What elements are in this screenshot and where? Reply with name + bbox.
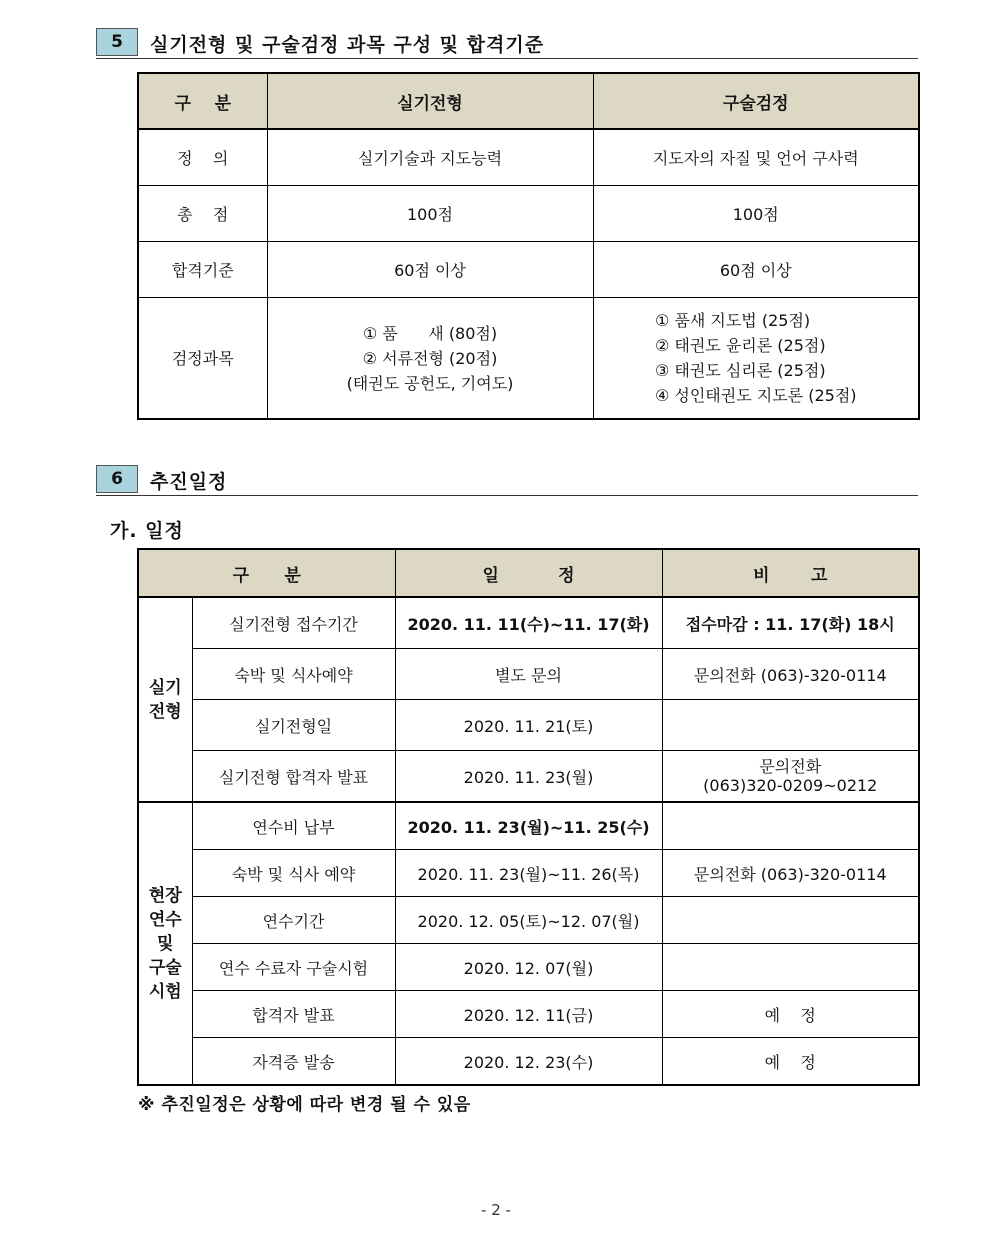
table-row [138, 597, 919, 649]
date-cell: 2020. 11. 23(월) [395, 751, 662, 803]
date-cell: 2020. 12. 05(토)~12. 07(월) [395, 897, 662, 944]
subject-line: ④ 성인태권도 지도론 (25점) [654, 386, 857, 405]
header-category: 구 분 [138, 73, 267, 129]
oral-subjects-cell [593, 298, 919, 420]
group-label-training [138, 802, 192, 1085]
section-5-header [96, 28, 918, 59]
table-row [138, 850, 919, 897]
header-category: 구 분 [138, 549, 395, 597]
group-label-practical [138, 597, 192, 802]
table-row [138, 991, 919, 1038]
schedule-table [137, 548, 920, 1086]
date-cell: 2020. 11. 23(월)~11. 25(수) [395, 802, 662, 850]
practical-cell: 100점 [267, 186, 593, 242]
practical-cell: 60점 이상 [267, 242, 593, 298]
group-label-line: 시험 [148, 981, 182, 1002]
table-row [138, 129, 919, 186]
subject-line: ① 품 새 (80점) [362, 323, 498, 343]
note-cell: 예 정 [764, 1052, 816, 1072]
subject-line: ③ 태권도 심리론 (25점) [654, 361, 826, 380]
date-cell: 2020. 12. 07(월) [395, 944, 662, 991]
group-label-line: 및 [157, 933, 174, 954]
note-cell: 접수마감 : 11. 17(화) 18시 [662, 597, 919, 649]
table-header-row [138, 73, 919, 129]
table-row [138, 649, 919, 700]
note-cell: 문의전화 (063)-320-0114 [662, 649, 919, 700]
date-cell: 2020. 11. 23(월)~11. 26(목) [395, 850, 662, 897]
table-row [138, 897, 919, 944]
table-row [138, 186, 919, 242]
row-label: 정 의 [138, 129, 267, 186]
item-cell: 숙박 및 식사 예약 [192, 850, 395, 897]
section-number: 6 [96, 465, 138, 493]
table-row [138, 944, 919, 991]
group-label-line: 현장 [148, 885, 182, 906]
item-cell: 연수기간 [192, 897, 395, 944]
item-cell: 실기전형 합격자 발표 [192, 751, 395, 803]
row-label: 검정과목 [138, 298, 267, 420]
item-cell: 실기전형 접수기간 [192, 597, 395, 649]
subject-line: ② 서류전형 (20점) [362, 348, 498, 368]
table-row [138, 242, 919, 298]
practical-subjects-cell [267, 298, 593, 420]
header-date: 일 정 [395, 549, 662, 597]
table-header-row [138, 549, 919, 597]
note-cell [662, 802, 919, 850]
subject-line: ② 태권도 윤리론 (25점) [654, 336, 826, 355]
row-label: 총 점 [138, 186, 267, 242]
group-label-line: 실기 [148, 677, 182, 698]
header-practical: 실기전형 [267, 73, 593, 129]
header-oral: 구술검정 [593, 73, 919, 129]
item-cell: 숙박 및 식사예약 [192, 649, 395, 700]
schedule-footnote: ※ 추진일정은 상황에 따라 변경 될 수 있음 [138, 1095, 471, 1115]
note-cell [662, 897, 919, 944]
subject-line: (태권도 공헌도, 기여도) [346, 373, 514, 393]
note-line: (063)320-0209~0212 [703, 776, 878, 795]
note-cell [662, 944, 919, 991]
section-number: 5 [96, 28, 138, 56]
group-label-line: 연수 [148, 909, 182, 930]
note-line: 문의전화 [759, 757, 822, 776]
subject-line: ① 품새 지도법 (25점) [654, 311, 811, 330]
table-row [138, 1038, 919, 1086]
note-cell [662, 700, 919, 751]
oral-cell: 지도자의 자질 및 언어 구사력 [593, 129, 919, 186]
oral-cell: 100점 [593, 186, 919, 242]
section-6-header [96, 465, 918, 496]
date-cell: 2020. 12. 11(금) [395, 991, 662, 1038]
date-cell: 2020. 12. 23(수) [395, 1038, 662, 1086]
item-cell: 연수 수료자 구술시험 [192, 944, 395, 991]
date-cell: 별도 문의 [395, 649, 662, 700]
section-title: 실기전형 및 구술검정 과목 구성 및 합격기준 [150, 34, 545, 56]
group-label-line: 구술 [148, 957, 182, 978]
item-cell: 자격증 발송 [192, 1038, 395, 1086]
table-row [138, 802, 919, 850]
note-cell: 문의전화 (063)-320-0114 [662, 850, 919, 897]
subsection-title: 가. 일정 [110, 520, 184, 542]
group-label-line: 전형 [148, 701, 182, 722]
date-cell: 2020. 11. 11(수)~11. 17(화) [395, 597, 662, 649]
row-label: 합격기준 [138, 242, 267, 298]
item-cell: 실기전형일 [192, 700, 395, 751]
header-note: 비 고 [662, 549, 919, 597]
date-cell: 2020. 11. 21(토) [395, 700, 662, 751]
criteria-table [137, 72, 920, 420]
section-title: 추진일정 [150, 471, 228, 493]
page-number: - 2 - [481, 1201, 511, 1219]
item-cell: 합격자 발표 [192, 991, 395, 1038]
note-cell [662, 751, 919, 803]
oral-cell: 60점 이상 [593, 242, 919, 298]
table-row [138, 700, 919, 751]
practical-cell: 실기기술과 지도능력 [267, 129, 593, 186]
table-row [138, 751, 919, 803]
note-cell: 예 정 [662, 991, 919, 1038]
table-row [138, 298, 919, 420]
item-cell: 연수비 납부 [192, 802, 395, 850]
